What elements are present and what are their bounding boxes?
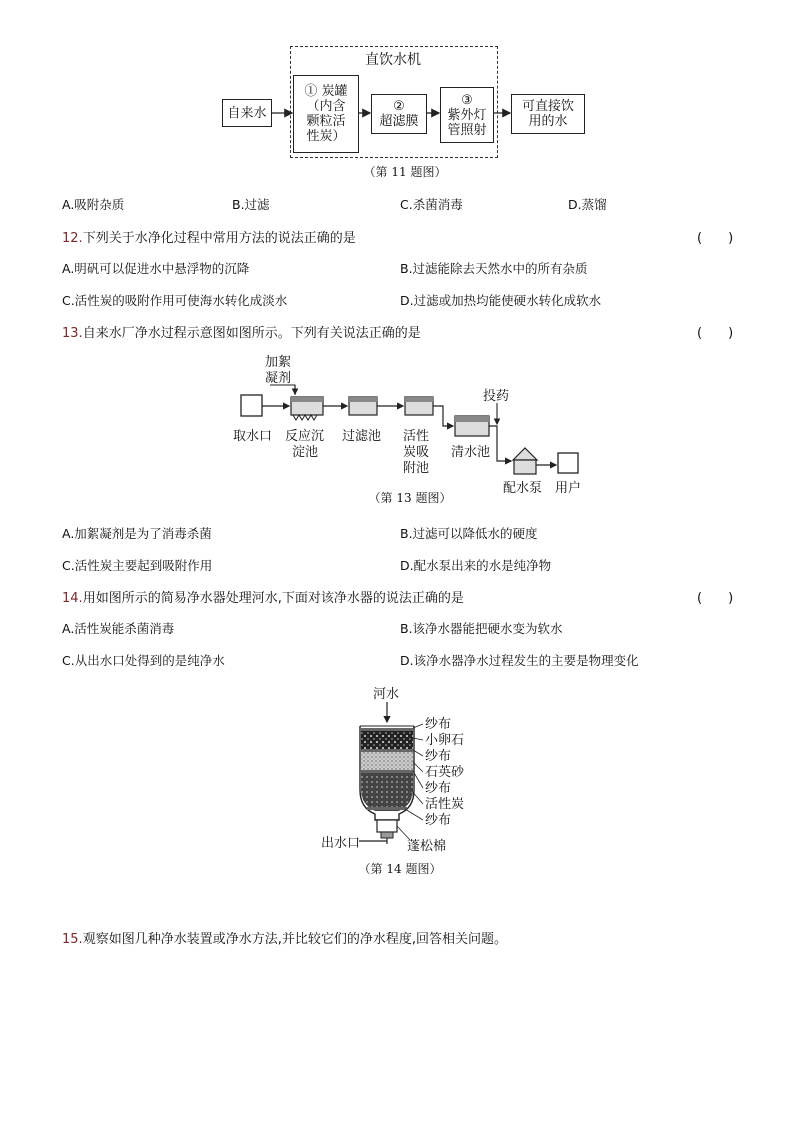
q11-option-a[interactable]: A.吸附杂质 xyxy=(62,197,125,212)
figure-13-caption: （第 13 题图） xyxy=(368,491,452,505)
q13-option-d[interactable]: D.配水泵出来的水是纯净物 xyxy=(400,558,552,573)
filter-label: 过滤池 xyxy=(342,429,382,444)
user-box xyxy=(558,453,578,473)
layer-label: 纱布 xyxy=(425,749,452,764)
water-plant-diagram xyxy=(225,350,595,510)
layer-label: 石英砂 xyxy=(425,765,465,780)
question-13 xyxy=(62,322,421,341)
sediment-label-2: 淀池 xyxy=(292,445,319,460)
carbon-label-1: 活性 xyxy=(403,429,430,444)
flocculant-label-1: 加絮 xyxy=(265,355,292,370)
layer-label: 纱布 xyxy=(425,813,452,828)
cotton-plug xyxy=(377,820,397,832)
carbon-tank-box: ① 炭罐 （内含 颗粒活 性炭） xyxy=(293,75,359,153)
question-15 xyxy=(62,928,507,947)
q11-option-c[interactable]: C.杀菌消毒 xyxy=(400,197,463,212)
figure-14-caption: （第 14 题图） xyxy=(358,862,442,876)
outlet-label: 出水口 xyxy=(321,836,361,851)
question-text: 观察如图几种净水装置或净水方法,并比较它们的净水程度,回答相关问题。 xyxy=(82,932,507,947)
pump-label: 配水泵 xyxy=(503,481,543,496)
quartz-sand-layer xyxy=(361,752,413,770)
q11-option-d[interactable]: D.蒸馏 xyxy=(568,197,607,212)
user-label: 用户 xyxy=(555,481,582,496)
drinkable-water-box: 可直接饮 用的水 xyxy=(511,94,585,134)
question-text: 自来水厂净水过程示意图如图所示。下列有关说法正确的是 xyxy=(82,326,421,341)
gauze-layer xyxy=(361,770,413,773)
q13-option-c[interactable]: C.活性炭主要起到吸附作用 xyxy=(62,558,213,573)
river-water-label: 河水 xyxy=(373,687,400,702)
figure-11 xyxy=(215,42,595,182)
carbon-label-2: 炭吸 xyxy=(403,445,430,460)
gauze-layer xyxy=(367,807,407,810)
q14-answer-blank[interactable]: ( ) xyxy=(697,591,734,606)
question-text: 下列关于水净化过程中常用方法的说法正确的是 xyxy=(82,231,356,246)
clear-water-label: 清水池 xyxy=(451,445,491,460)
q13-option-b[interactable]: B.过滤可以降低水的硬度 xyxy=(400,526,538,541)
question-14 xyxy=(62,587,464,606)
question-12 xyxy=(62,227,356,246)
question-number: 12. xyxy=(62,231,83,246)
dispenser-title: 直饮水机 xyxy=(365,52,421,68)
q12-option-a[interactable]: A.明矾可以促进水中悬浮物的沉降 xyxy=(62,261,250,276)
figure-14 xyxy=(315,680,485,880)
q14-option-d[interactable]: D.该净水器净水过程发生的主要是物理变化 xyxy=(400,653,639,668)
q14-option-c[interactable]: C.从出水口处得到的是纯净水 xyxy=(62,653,225,668)
dose-label: 投药 xyxy=(483,389,510,404)
layer-label: 纱布 xyxy=(425,717,452,732)
pebble-layer xyxy=(361,731,413,749)
layer-label: 小卵石 xyxy=(425,733,465,748)
tap-water-box: 自来水 xyxy=(222,99,272,127)
q13-option-a[interactable]: A.加絮凝剂是为了消毒杀菌 xyxy=(62,526,212,541)
intake-box xyxy=(241,395,262,416)
q14-option-a[interactable]: A.活性炭能杀菌消毒 xyxy=(62,621,175,636)
q13-answer-blank[interactable]: ( ) xyxy=(697,326,734,341)
intake-label: 取水口 xyxy=(233,429,273,444)
layer-label: 纱布 xyxy=(425,781,452,796)
sediment-label-1: 反应沉 xyxy=(285,429,325,444)
q11-option-b[interactable]: B.过滤 xyxy=(232,197,270,212)
pump-roof xyxy=(513,448,537,460)
gauze-layer xyxy=(361,728,413,731)
q12-option-b[interactable]: B.过滤能除去天然水中的所有杂质 xyxy=(400,261,588,276)
flow-arrows xyxy=(215,42,595,182)
cotton-label: 蓬松棉 xyxy=(407,839,447,854)
q14-option-b[interactable]: B.该净水器能把硬水变为软水 xyxy=(400,621,563,636)
question-number: 13. xyxy=(62,326,83,341)
figure-11-caption: （第 11 题图） xyxy=(363,165,447,179)
question-number: 14. xyxy=(62,591,83,606)
figure-13 xyxy=(225,350,595,510)
q12-answer-blank[interactable]: ( ) xyxy=(697,231,734,246)
q12-option-c[interactable]: C.活性炭的吸附作用可使海水转化成淡水 xyxy=(62,293,288,308)
gauze-layer xyxy=(361,749,413,752)
carbon-label-3: 附池 xyxy=(403,461,430,476)
question-number: 15. xyxy=(62,932,83,947)
flocculant-label-2: 凝剂 xyxy=(265,371,292,386)
pump-body xyxy=(514,460,536,474)
uv-lamp-box: ③ 紫外灯 管照射 xyxy=(440,87,494,143)
q12-option-d[interactable]: D.过滤或加热均能使硬水转化成软水 xyxy=(400,293,602,308)
layer-label: 活性炭 xyxy=(425,797,465,812)
carbon-layer xyxy=(361,773,413,811)
question-text: 用如图所示的简易净水器处理河水,下面对该净水器的说法正确的是 xyxy=(82,591,464,606)
ultrafiltration-box: ② 超滤膜 xyxy=(371,94,427,134)
simple-water-purifier xyxy=(315,680,485,880)
